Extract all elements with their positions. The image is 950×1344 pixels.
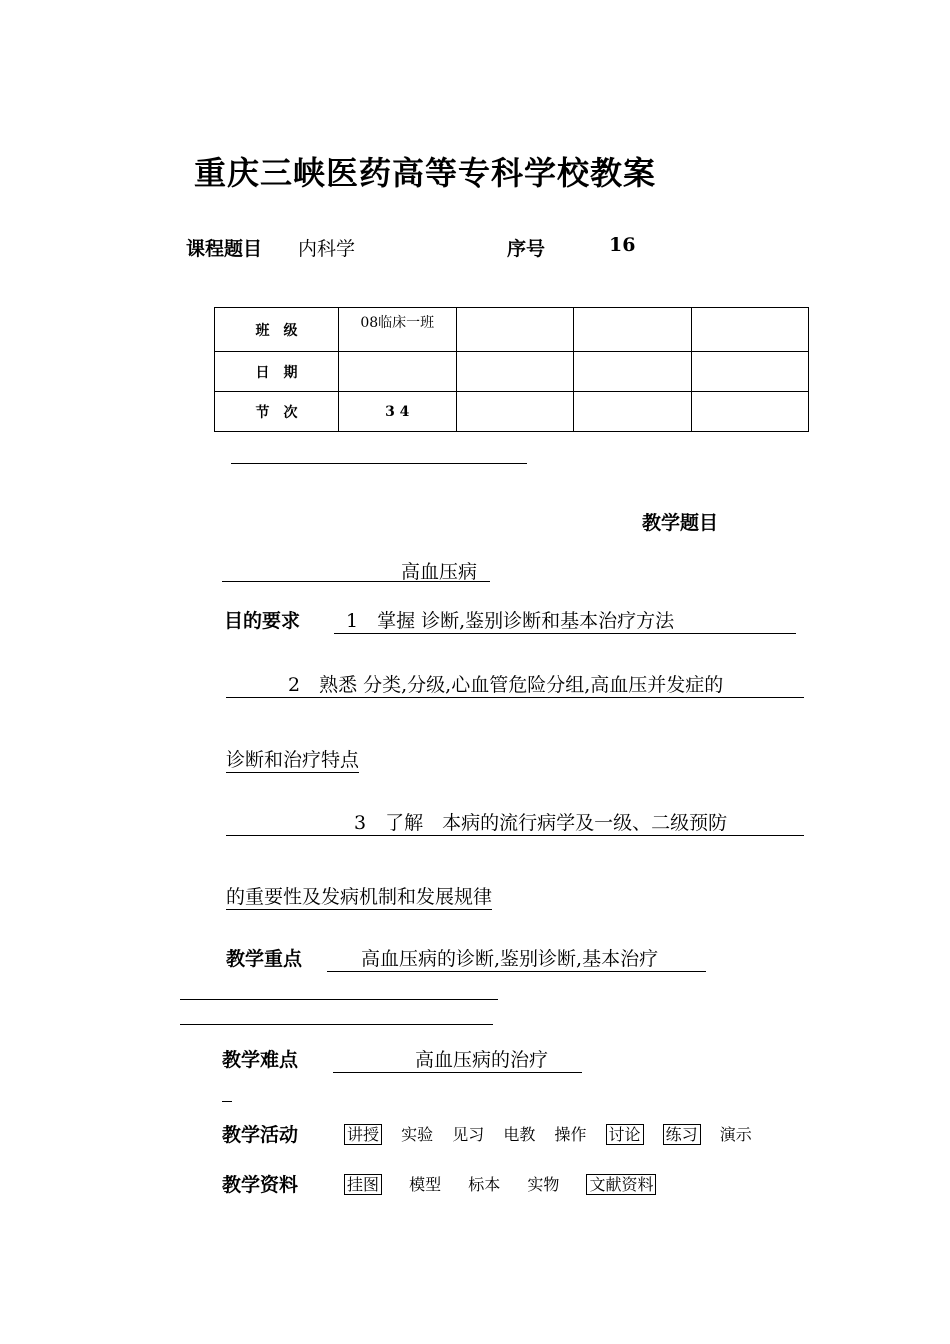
objective-item-1: 1 掌握 诊断,鉴别诊断和基本治疗方法 xyxy=(334,606,796,634)
material-object: 实物 xyxy=(527,1175,560,1194)
activities-list xyxy=(344,1122,766,1145)
table-row xyxy=(215,308,809,352)
activity-demonstration: 演示 xyxy=(719,1125,752,1144)
table-row xyxy=(215,392,809,432)
page-title: 重庆三峡医药高等专科学校教案 xyxy=(194,154,657,192)
course-label: 课程题目 xyxy=(186,238,263,260)
table-cell-empty xyxy=(691,352,809,392)
key-points-label: 教学重点 xyxy=(226,948,303,970)
divider-line xyxy=(231,463,527,464)
table-header-date: 日 期 xyxy=(215,352,339,392)
objective-item-3-line1: 3 了解 本病的流行病学及一级、二级预防 xyxy=(226,808,804,836)
table-cell-empty xyxy=(456,308,574,352)
table-cell-class: 08临床一班 xyxy=(339,308,457,352)
table-cell-empty xyxy=(574,308,692,352)
table-header-period: 节 次 xyxy=(215,392,339,432)
topic-label: 教学题目 xyxy=(642,512,719,534)
activity-experiment: 实验 xyxy=(401,1125,434,1144)
activity-operation: 操作 xyxy=(554,1125,587,1144)
difficulties-label: 教学难点 xyxy=(222,1049,299,1071)
materials-label: 教学资料 xyxy=(222,1174,299,1196)
materials-list xyxy=(344,1172,670,1195)
activities-label: 教学活动 xyxy=(222,1124,299,1146)
objective-item-3-line2: 的重要性及发病机制和发展规律 xyxy=(226,882,492,910)
table-cell-empty xyxy=(574,352,692,392)
objective-item-2-line1: 2 熟悉 分类,分级,心血管危险分组,高血压并发症的 xyxy=(226,670,804,698)
activity-multimedia: 电教 xyxy=(503,1125,536,1144)
activity-exercise: 练习 xyxy=(663,1124,701,1145)
objective-item-2-line2: 诊断和治疗特点 xyxy=(226,745,359,773)
sequence-value: 16 xyxy=(609,234,636,256)
objectives-label: 目的要求 xyxy=(224,610,301,632)
table-cell-empty xyxy=(691,308,809,352)
material-model: 模型 xyxy=(409,1175,442,1194)
divider-line xyxy=(222,1101,232,1102)
material-specimen: 标本 xyxy=(468,1175,501,1194)
table-cell-empty xyxy=(456,352,574,392)
table-cell-empty xyxy=(574,392,692,432)
activity-practice: 见习 xyxy=(452,1125,485,1144)
table-cell-empty xyxy=(691,392,809,432)
divider-line xyxy=(180,999,498,1000)
topic-value: 高血压病 xyxy=(401,561,478,583)
table-cell-empty xyxy=(456,392,574,432)
key-points-value: 高血压病的诊断,鉴别诊断,基本治疗 xyxy=(327,944,706,972)
activity-discussion: 讨论 xyxy=(606,1124,644,1145)
activity-lecture: 讲授 xyxy=(344,1124,382,1145)
sequence-label: 序号 xyxy=(507,238,546,260)
class-info-table xyxy=(214,307,809,432)
table-cell-period: 3 4 xyxy=(339,392,457,432)
material-literature: 文献资料 xyxy=(586,1174,656,1195)
table-header-class: 班 级 xyxy=(215,308,339,352)
course-value: 内科学 xyxy=(298,238,356,260)
material-wall-chart: 挂图 xyxy=(344,1174,382,1195)
divider-line xyxy=(180,1024,493,1025)
table-cell-date xyxy=(339,352,457,392)
table-row xyxy=(215,352,809,392)
difficulties-value: 高血压病的治疗 xyxy=(333,1045,582,1073)
